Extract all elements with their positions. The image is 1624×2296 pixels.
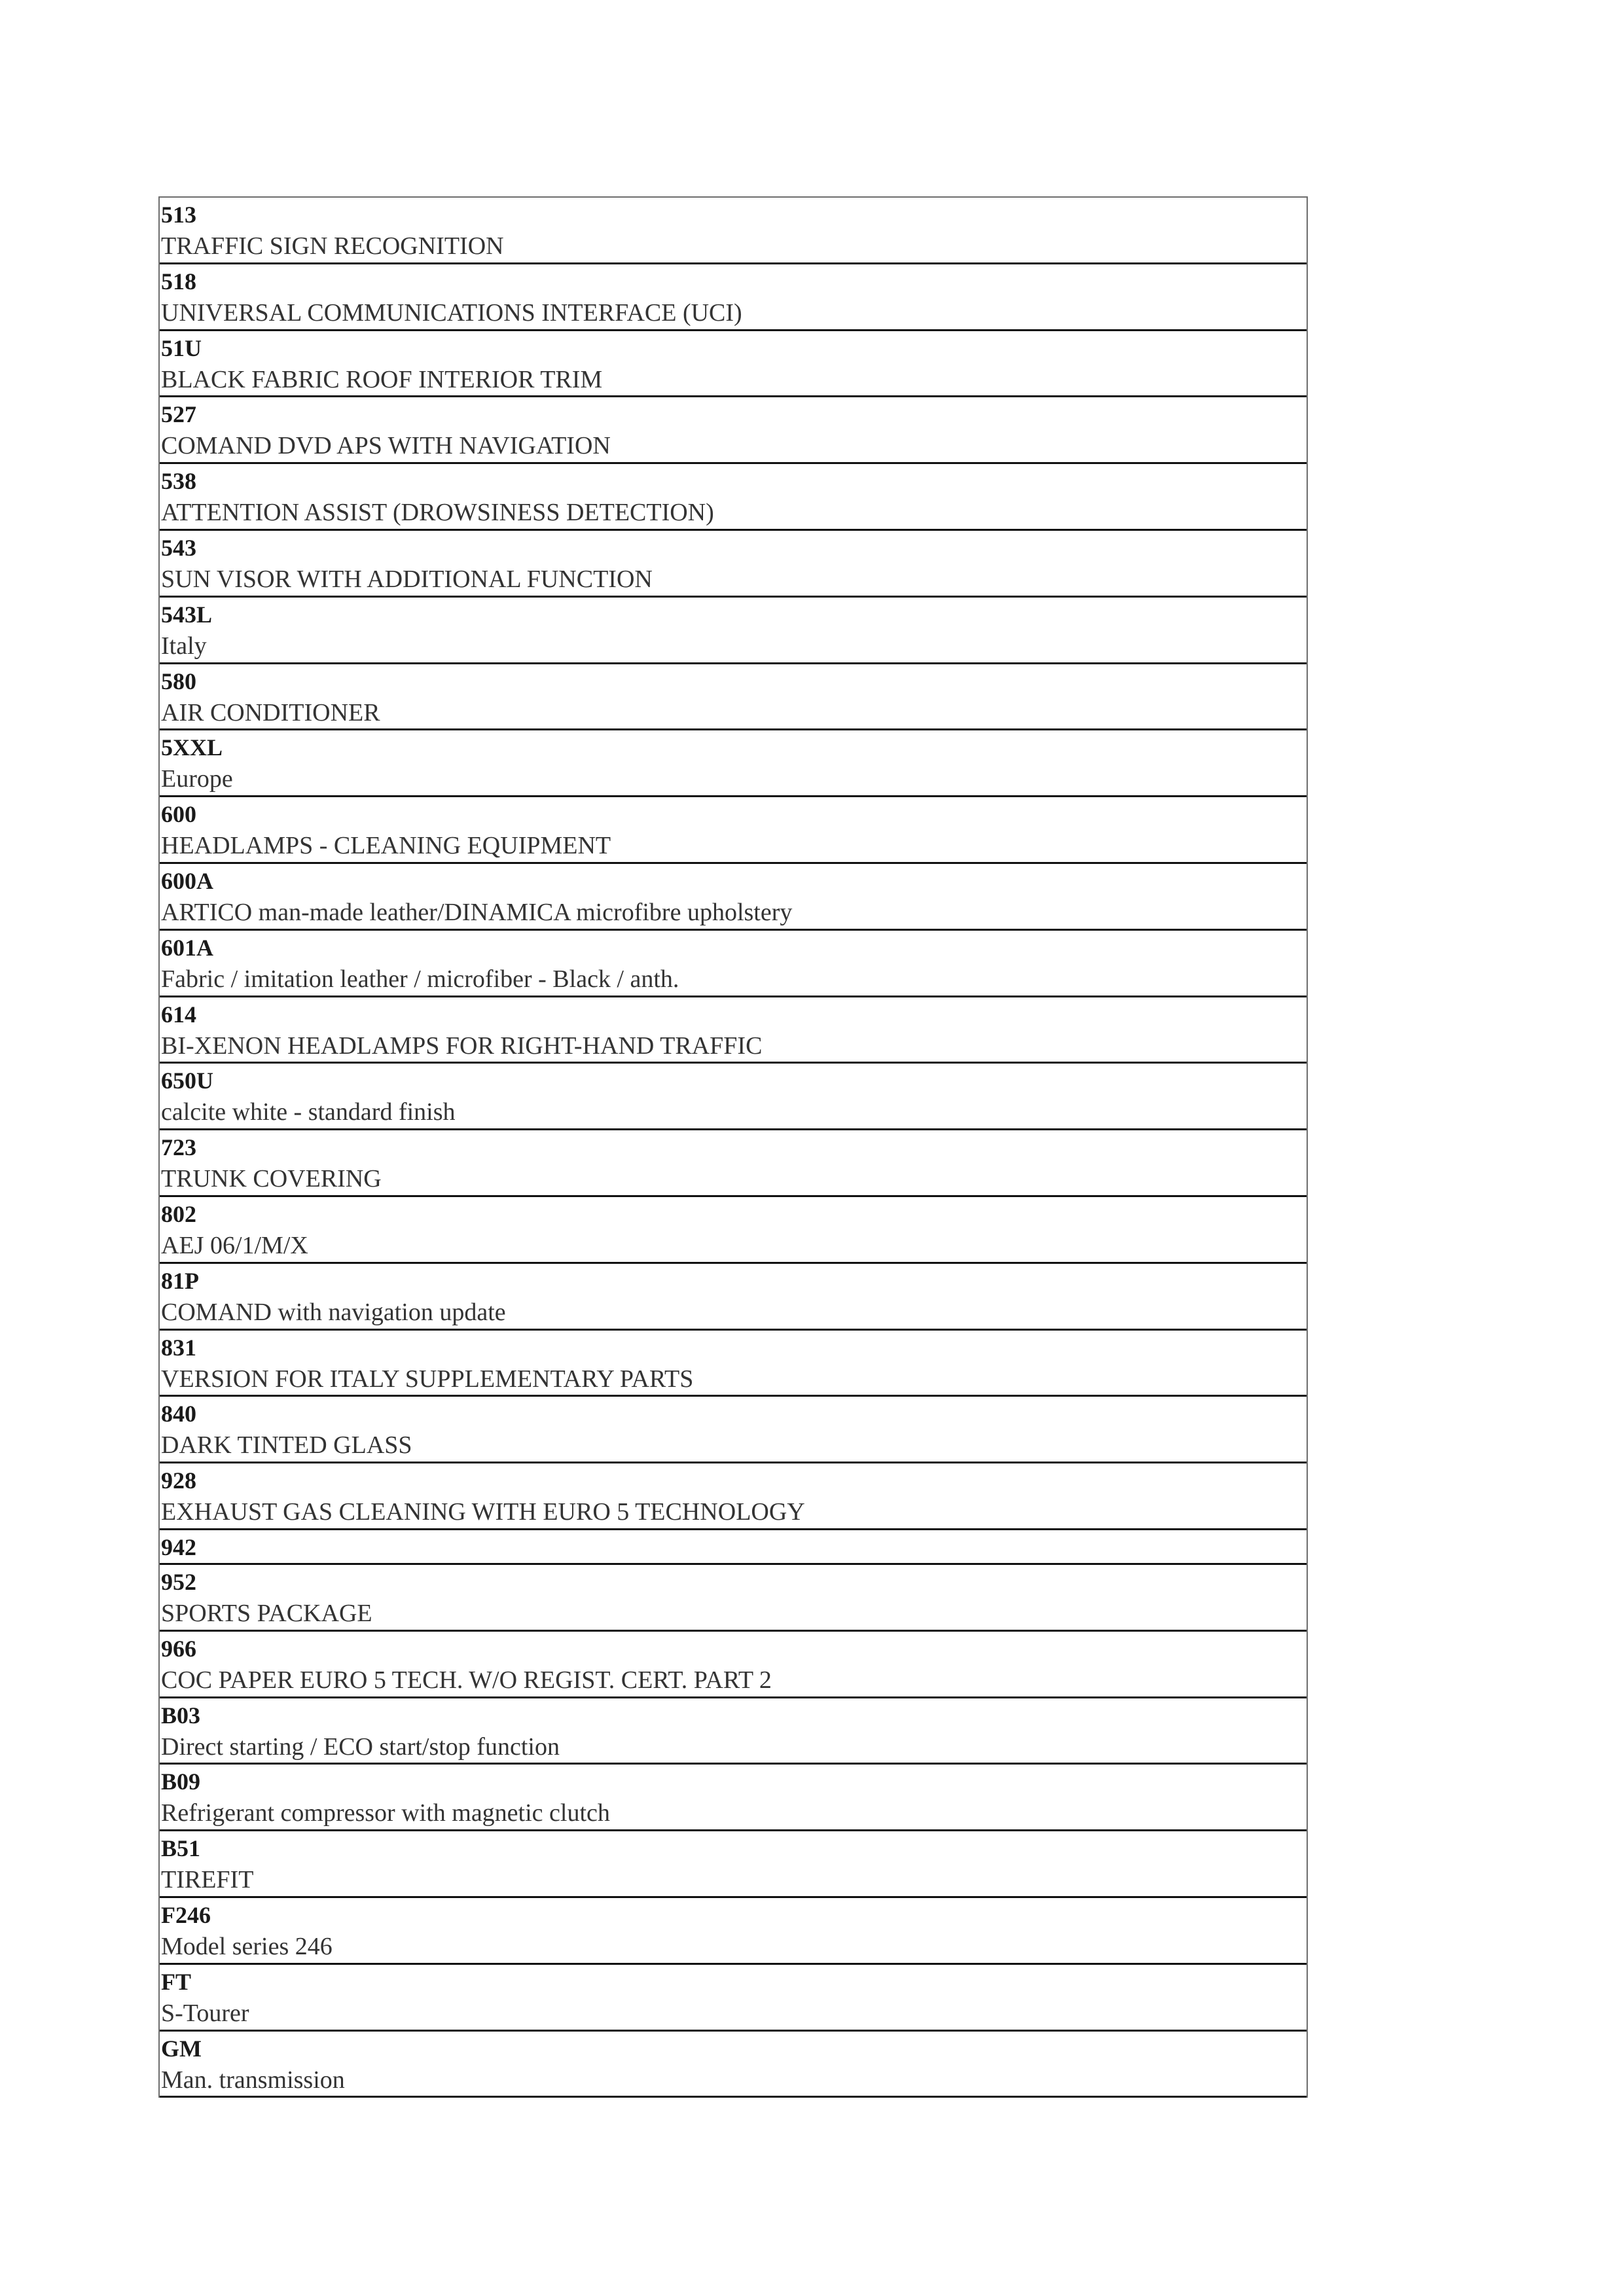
option-description: ARTICO man-made leather/DINAMICA microfibre upholstery — [161, 898, 793, 926]
option-code: 942 — [161, 1534, 196, 1560]
table-row — [160, 1130, 1307, 1197]
table-row — [160, 664, 1307, 731]
option-description: UNIVERSAL COMMUNICATIONS INTERFACE (UCI) — [161, 298, 742, 327]
table-row — [160, 264, 1307, 331]
table-row — [160, 598, 1307, 664]
option-code: B09 — [161, 1768, 201, 1795]
option-code: 81P — [161, 1267, 199, 1294]
table-row — [160, 997, 1307, 1064]
option-code: F246 — [161, 1901, 211, 1928]
option-code: FT — [161, 1968, 192, 1995]
table-row — [160, 1898, 1307, 1965]
option-code: 840 — [161, 1401, 196, 1427]
option-description: AEJ 06/1/M/X — [161, 1231, 308, 1259]
option-code: 802 — [161, 1200, 196, 1227]
option-description: AIR CONDITIONER — [161, 698, 380, 726]
option-description: calcite white - standard finish — [161, 1098, 456, 1126]
option-code: 723 — [161, 1134, 196, 1161]
option-code: B03 — [161, 1702, 201, 1729]
option-code: 650U — [161, 1067, 213, 1094]
option-description: Europe — [161, 765, 233, 793]
table-row — [160, 531, 1307, 598]
option-description: VERSION FOR ITALY SUPPLEMENTARY PARTS — [161, 1365, 694, 1393]
option-code: B51 — [161, 1835, 201, 1862]
option-description: Italy — [161, 632, 207, 660]
option-code: 527 — [161, 401, 196, 428]
table-row — [160, 198, 1307, 264]
option-description: EXHAUST GAS CLEANING WITH EURO 5 TECHNOLOGY — [161, 1498, 805, 1526]
table-row — [160, 464, 1307, 531]
option-code: 580 — [161, 668, 196, 694]
option-description: S-Tourer — [161, 1999, 249, 2027]
table-row — [160, 1264, 1307, 1331]
option-code: 952 — [161, 1568, 196, 1595]
table-row — [160, 331, 1307, 398]
table-row — [160, 397, 1307, 464]
option-description: COC PAPER EURO 5 TECH. W/O REGIST. CERT. PART 2 — [161, 1666, 772, 1694]
option-description: Refrigerant compressor with magnetic clutch — [161, 1799, 610, 1827]
option-code: GM — [161, 2035, 202, 2062]
option-description: COMAND DVD APS WITH NAVIGATION — [161, 432, 611, 460]
table-row — [160, 1632, 1307, 1698]
option-description: TRAFFIC SIGN RECOGNITION — [161, 232, 504, 260]
option-code: 966 — [161, 1635, 196, 1662]
option-code: 543 — [161, 534, 196, 561]
option-code: 831 — [161, 1334, 196, 1361]
option-description: Model series 246 — [161, 1932, 333, 1960]
option-code: 614 — [161, 1001, 196, 1028]
option-code: 543L — [161, 601, 213, 628]
table-row — [160, 1965, 1307, 2032]
option-description: TRUNK COVERING — [161, 1165, 382, 1193]
table-row — [160, 931, 1307, 997]
table-row — [160, 1565, 1307, 1632]
table-row — [160, 1530, 1307, 1565]
table-row — [160, 1831, 1307, 1898]
option-description: Man. transmission — [161, 2066, 345, 2094]
option-description: Fabric / imitation leather / microfiber - Black / anth. — [161, 965, 679, 993]
option-code: 601A — [161, 934, 213, 961]
option-code: 51U — [161, 334, 202, 361]
option-description: TIREFIT — [161, 1866, 254, 1894]
option-code: 538 — [161, 468, 196, 495]
table-row — [160, 1698, 1307, 1765]
option-code: 928 — [161, 1467, 196, 1494]
table-row — [160, 1064, 1307, 1130]
option-code: 518 — [161, 268, 196, 295]
option-code: 600A — [161, 867, 213, 894]
table-row — [160, 1463, 1307, 1530]
option-description: COMAND with navigation update — [161, 1298, 506, 1326]
option-code: 600 — [161, 801, 196, 828]
table-row — [160, 1331, 1307, 1397]
table-row — [160, 797, 1307, 864]
table-row — [160, 2032, 1307, 2098]
option-description: SPORTS PACKAGE — [161, 1599, 372, 1627]
table-row — [160, 1397, 1307, 1463]
option-code: 513 — [161, 202, 196, 228]
table-row — [160, 864, 1307, 931]
option-description: Direct starting / ECO start/stop function — [161, 1732, 560, 1761]
option-description: ATTENTION ASSIST (DROWSINESS DETECTION) — [161, 499, 714, 527]
table-row — [160, 1765, 1307, 1831]
option-description: DARK TINTED GLASS — [161, 1431, 412, 1460]
table-row — [160, 730, 1307, 797]
option-description: BLACK FABRIC ROOF INTERIOR TRIM — [161, 365, 603, 393]
option-description: BI-XENON HEADLAMPS FOR RIGHT-HAND TRAFFIC — [161, 1031, 763, 1060]
option-description: SUN VISOR WITH ADDITIONAL FUNCTION — [161, 565, 653, 593]
table-row — [160, 1197, 1307, 1264]
option-code: 5XXL — [161, 734, 223, 761]
option-description: HEADLAMPS - CLEANING EQUIPMENT — [161, 832, 611, 860]
options-table — [158, 196, 1308, 2098]
